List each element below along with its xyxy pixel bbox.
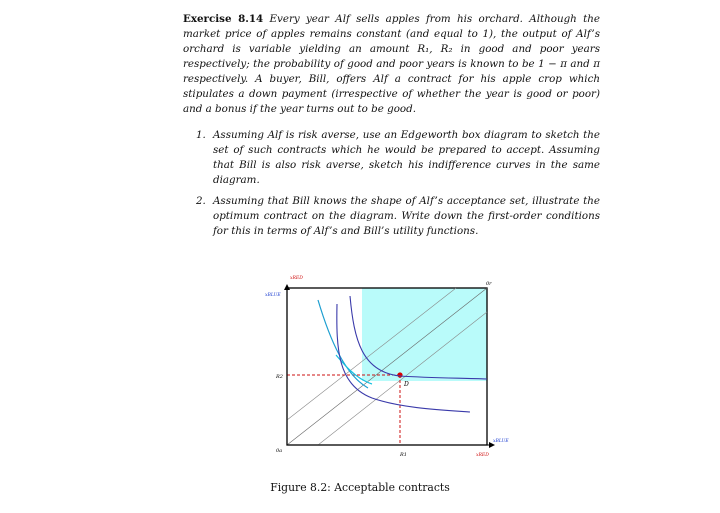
- label-r2: R2: [276, 374, 283, 380]
- label-x-blue-right: xBLUE: [493, 439, 509, 444]
- label-origin-bottom-left: 0a: [276, 448, 283, 454]
- item-number: 2.: [196, 195, 206, 207]
- acceptable-region: [362, 288, 487, 381]
- label-r1: R1: [400, 452, 407, 458]
- exercise-text: Every year Alf sells apples from his orchard. Although the market price of apples remains constant (and equal to 1), the output of Alf’s orchard is variable yielding an amount R₁, R₂ in good and poor years respectively; the probability of good and poor years is known to be 1 − π and π respectively. A buyer, Bill, offers Alf a contract for his apple crop which stipulates a down payment (irrespective of whether the year is good or poor) and a bonus if the year turns out to be good.: [183, 13, 600, 115]
- item-number: 1.: [196, 129, 206, 141]
- label-x-red-top: xRED: [290, 276, 303, 281]
- figure-caption: Figure 8.2: Acceptable contracts: [270, 481, 450, 494]
- item-text: Assuming that Bill knows the shape of Alf’s acceptance set, illustrate the optimum contract on the diagram. Write down the first-order conditions for this in terms of Alf’s and Bill’s utility functions.: [213, 195, 600, 237]
- axis-arrow-up: [284, 284, 290, 290]
- label-origin-top-right: 0r: [486, 281, 492, 287]
- endowment-point: [397, 372, 402, 377]
- label-d: D: [404, 381, 409, 388]
- label-x-blue-left: xBLUE: [265, 293, 281, 298]
- label-x-red-bottom: xRED: [476, 453, 489, 458]
- item-text: Assuming Alf is risk averse, use an Edgeworth box diagram to sketch the set of such contracts which he would be prepared to accept. Assuming that Bill is also risk averse, sketch his indifference curves in the same diagram.: [213, 129, 600, 186]
- exercise-label: Exercise 8.14: [183, 13, 264, 25]
